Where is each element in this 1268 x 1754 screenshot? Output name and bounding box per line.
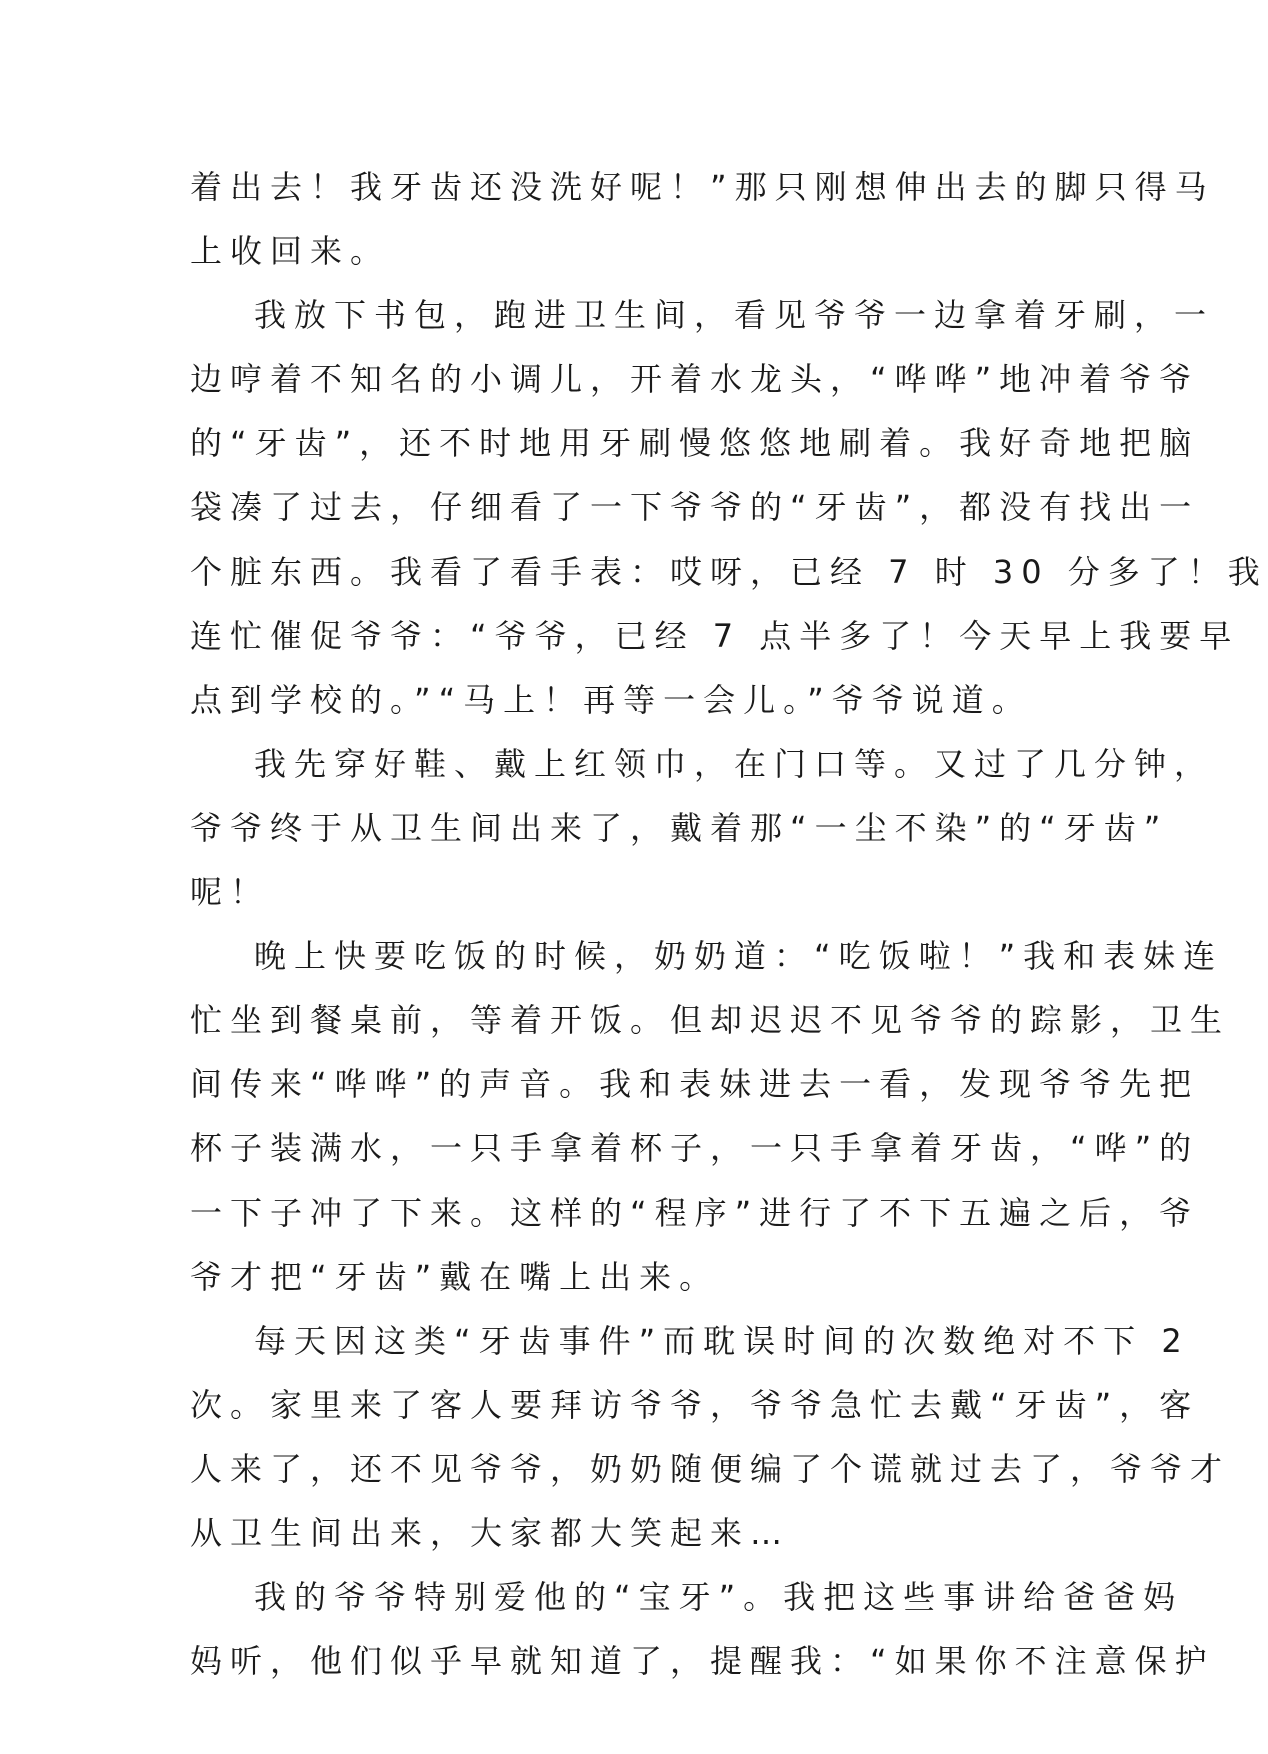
text-line: 次。家里来了客人要拜访爷爷，爷爷急忙去戴“牙齿”，客 (190, 1385, 1200, 1424)
text-line: 袋凑了过去，仔细看了一下爷爷的“牙齿”，都没有找出一 (190, 488, 1200, 527)
text-line: 着出去！我牙齿还没洗好呢！”那只刚想伸出去的脚只得马 (190, 168, 1215, 206)
text-line: 杯子装满水，一只手拿着杯子，一只手拿着牙齿，“哗”的 (190, 1129, 1200, 1168)
text-line: 个脏东西。我看了看手表：哎呀，已经 7 时 30 分多了！我 (190, 552, 1268, 591)
text-line: 点到学校的。”“马上！再等一会儿。”爷爷说道。 (190, 680, 1032, 719)
text-line: 每天因这类“牙齿事件”而耽误时间的次数绝对不下 2 (254, 1321, 1190, 1360)
text-line: 上收回来。 (190, 232, 391, 271)
text-line: 一下子冲了下来。这样的“程序”进行了不下五遍之后，爷 (190, 1193, 1200, 1232)
text-line: 爷爷终于从卫生间出来了，戴着那“一尘不染”的“牙齿” (190, 808, 1169, 847)
text-line: 我的爷爷特别爱他的“宝牙”。我把这些事讲给爸爸妈 (254, 1578, 1184, 1617)
text-line: 我放下书包，跑进卫生间，看见爷爷一边拿着牙刷，一 (254, 296, 1215, 335)
text-line: 连忙催促爷爷：“爷爷，已经 7 点半多了！今天早上我要早 (190, 616, 1240, 655)
text-line: 从卫生间出来，大家都大笑起来… (190, 1513, 791, 1552)
text-line: 人来了，还不见爷爷，奶奶随便编了个谎就过去了，爷爷才 (190, 1449, 1231, 1488)
body-text (190, 155, 1268, 1693)
text-line: 呢！ (190, 873, 271, 912)
text-line: 我先穿好鞋、戴上红领巾，在门口等。又过了几分钟， (254, 744, 1215, 783)
text-line: 忙坐到餐桌前，等着开饭。但却迟迟不见爷爷的踪影，卫生 (190, 1001, 1231, 1040)
text-line: 的“牙齿”，还不时地用牙刷慢悠悠地刷着。我好奇地把脑 (190, 424, 1200, 463)
text-line: 边哼着不知名的小调儿，开着水龙头，“哗哗”地冲着爷爷 (190, 360, 1200, 399)
text-line: 爷才把“牙齿”戴在嘴上出来。 (190, 1257, 720, 1296)
text-line: 晚上快要吃饭的时候，奶奶道：“吃饭啦！”我和表妹连 (254, 937, 1224, 976)
text-line: 妈听，他们似乎早就知道了，提醒我：“如果你不注意保护 (190, 1642, 1215, 1681)
text-line: 间传来“哗哗”的声音。我和表妹进去一看，发现爷爷先把 (190, 1065, 1200, 1104)
